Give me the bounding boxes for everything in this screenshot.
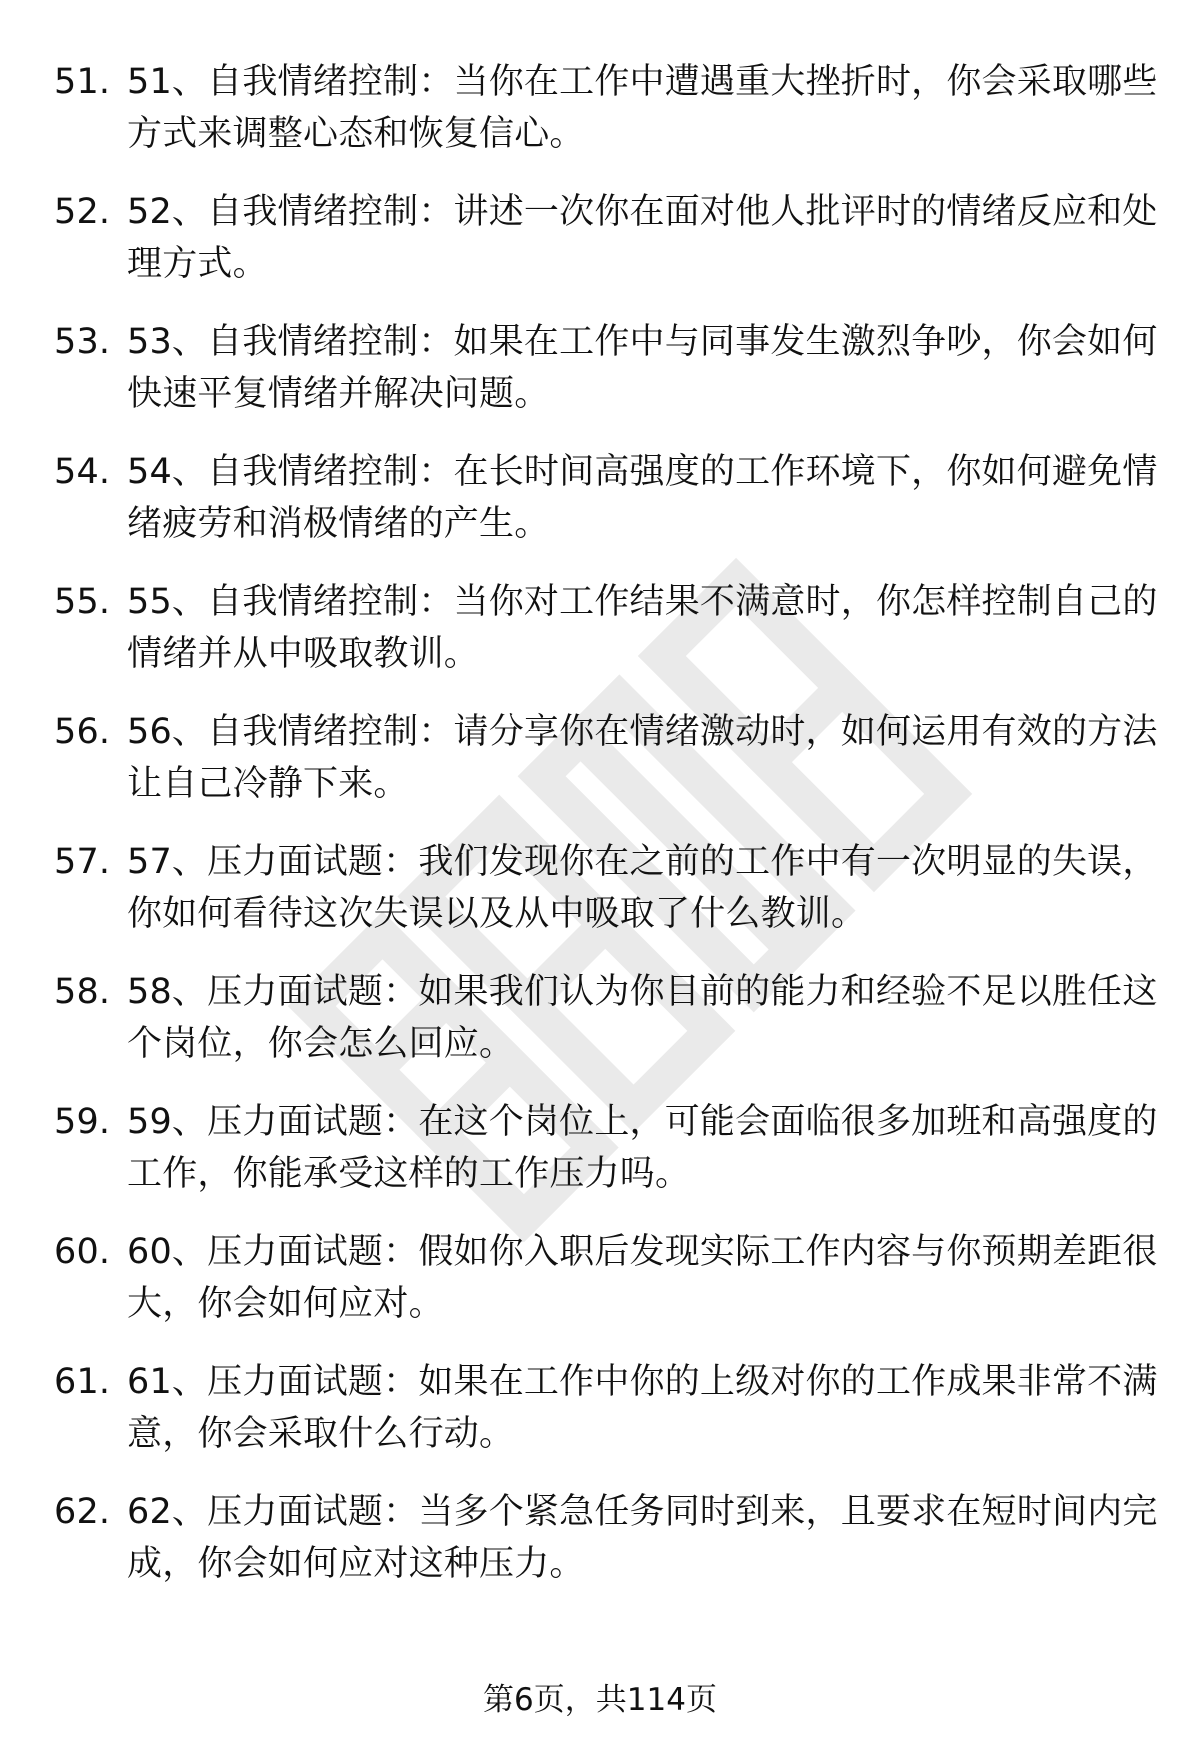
list-item	[54, 1096, 1158, 1200]
item-text: 51、自我情绪控制：当你在工作中遭遇重大挫折时，你会采取哪些方式来调整心态和恢复信心。	[127, 62, 1158, 154]
item-number: 60.	[54, 1232, 111, 1272]
item-text: 55、自我情绪控制：当你对工作结果不满意时，你怎样控制自己的情绪并从中吸取教训。	[127, 582, 1158, 674]
list-item	[54, 966, 1158, 1070]
item-text: 62、压力面试题：当多个紧急任务同时到来，且要求在短时间内完成，你会如何应对这种压力。	[127, 1492, 1158, 1584]
item-number: 55.	[54, 582, 111, 622]
list-item	[54, 316, 1158, 420]
item-text: 54、自我情绪控制：在长时间高强度的工作环境下，你如何避免情绪疲劳和消极情绪的产生。	[127, 452, 1158, 544]
item-number: 61.	[54, 1362, 111, 1402]
item-text: 58、压力面试题：如果我们认为你目前的能力和经验不足以胜任这个岗位，你会怎么回应。	[127, 972, 1158, 1064]
page-number-footer: 第6页，共114页	[483, 1682, 717, 1718]
list-item	[54, 706, 1158, 810]
item-number: 58.	[54, 972, 111, 1012]
item-number: 56.	[54, 712, 111, 752]
item-text: 61、压力面试题：如果在工作中你的上级对你的工作成果非常不满意，你会采取什么行动。	[127, 1362, 1158, 1454]
item-text: 59、压力面试题：在这个岗位上，可能会面临很多加班和高强度的工作，你能承受这样的工作压力吗。	[127, 1102, 1158, 1194]
item-text: 53、自我情绪控制：如果在工作中与同事发生激烈争吵，你会如何快速平复情绪并解决问题。	[127, 322, 1158, 414]
item-number: 53.	[54, 322, 111, 362]
list-item	[54, 836, 1158, 940]
item-text: 56、自我情绪控制：请分享你在情绪激动时，如何运用有效的方法让自己冷静下来。	[127, 712, 1158, 804]
item-text: 52、自我情绪控制：讲述一次你在面对他人批评时的情绪反应和处理方式。	[127, 192, 1158, 284]
item-text: 60、压力面试题：假如你入职后发现实际工作内容与你预期差距很大，你会如何应对。	[127, 1232, 1158, 1324]
list-item	[54, 1226, 1158, 1330]
item-text: 57、压力面试题：我们发现你在之前的工作中有一次明显的失误，你如何看待这次失误以及从中吸取了什么教训。	[127, 842, 1158, 934]
item-number: 54.	[54, 452, 111, 492]
item-number: 59.	[54, 1102, 111, 1142]
item-number: 57.	[54, 842, 111, 882]
list-item	[54, 1356, 1158, 1460]
item-number: 62.	[54, 1492, 111, 1532]
list-item	[54, 186, 1158, 290]
item-number: 52.	[54, 192, 111, 232]
item-number: 51.	[54, 62, 111, 102]
list-item	[54, 56, 1158, 160]
list-item	[54, 576, 1158, 680]
list-item	[54, 1486, 1158, 1590]
question-list	[54, 56, 1158, 1616]
list-item	[54, 446, 1158, 550]
